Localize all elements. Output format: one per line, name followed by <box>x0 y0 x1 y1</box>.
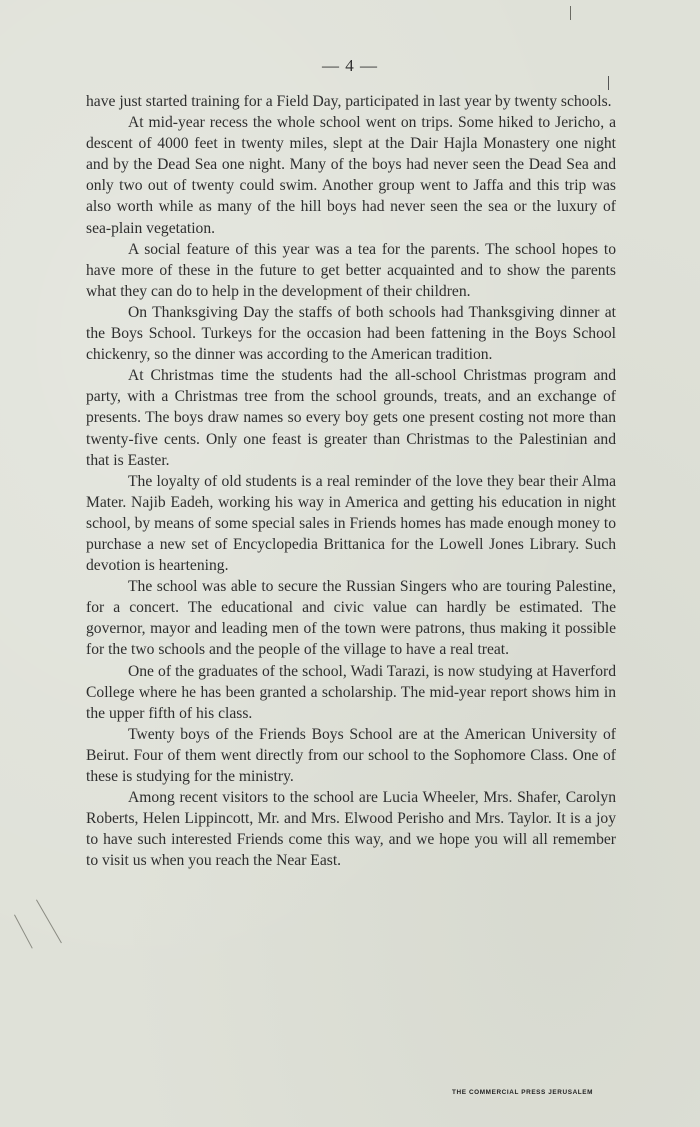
page-number: — 4 — <box>322 56 378 75</box>
paragraph-thanksgiving: On Thanksgiving Day the staffs of both schools had Thanksgiving dinner at the Boys School. Turkeys for the occasion had been fattening in the Boys School chickenry, so the dinner was according to the American tradition. <box>86 303 616 364</box>
paragraph-beirut: Twenty boys of the Friends Boys School are at the American University of Beirut. Four of them went directly from our school to the Sophomore Class. One of these is studying for the ministry. <box>86 725 616 785</box>
paragraph-field-day: have just started training for a Field Day, participated in last year by twenty schools. <box>86 93 612 110</box>
body-text <box>86 91 616 871</box>
paragraph-visitors: Among recent visitors to the school are Lucia Wheeler, Mrs. Shafer, Carolyn Roberts, Helen Lippincott, Mr. and Mrs. Elwood Perisho and Mrs. Taylor. It is a joy to have such interested Friends come this way, and we hope you will all remember to visit us when you reach the Near East. <box>86 789 616 870</box>
paragraph-christmas: At Christmas time the students had the all-school Christmas program and party, with a Christmas tree from the school grounds, treats, and an exchange of presents. The boys draw names so every boy gets one present costing not more than twenty-five cents. Only one feast is greater than Christmas to the Palestinian and that is Easter. <box>86 367 616 469</box>
margin-pencil-stroke <box>36 900 62 944</box>
paragraph-parents-tea: A social feature of this year was a tea for the parents. The school hopes to have more of these in the future to get better acquainted and to show the parents what they can do to help in the development of their children. <box>86 240 616 300</box>
printer-imprint: THE COMMERCIAL PRESS JERUSALEM <box>452 1089 594 1096</box>
margin-mark <box>570 6 571 20</box>
paragraph-russian-singers: The school was able to secure the Russian Singers who are touring Palestine, for a concert. The educational and civic value can hardly be estimated. The governor, mayor and leading men of the town were patrons, thus making it possible for the two schools and the people of the village to have a real treat. <box>86 578 616 659</box>
paragraph-haverford: One of the graduates of the school, Wadi Tarazi, is now studying at Haverford College where he has been granted a scholarship. The mid-year report shows him in the upper fifth of his class. <box>86 662 616 722</box>
paragraph-old-students: The loyalty of old students is a real reminder of the love they bear their Alma Mater. Najib Eadeh, working his way in America and getting his education in night school, by means of some special sales in Friends homes has made enough money to purchase a new set of Encyclopedia Brittanica for the Lowell Jones Library. Such devotion is heartening. <box>86 472 616 575</box>
paragraph-mid-year-trips: At mid-year recess the whole school went on trips. Some hiked to Jericho, a descent of 4000 feet in twenty miles, slept at the Dair Hajla Monastery one night and by the Dead Sea one night. Many of the boys had never seen the Dead Sea and only two out of twenty could swim. Another group went to Jaffa and this trip was also worth while as many of the hill boys had never seen the sea or the luxury of sea-plain vegetation. <box>86 114 616 237</box>
margin-mark <box>608 76 609 90</box>
margin-pencil-stroke <box>14 915 33 949</box>
